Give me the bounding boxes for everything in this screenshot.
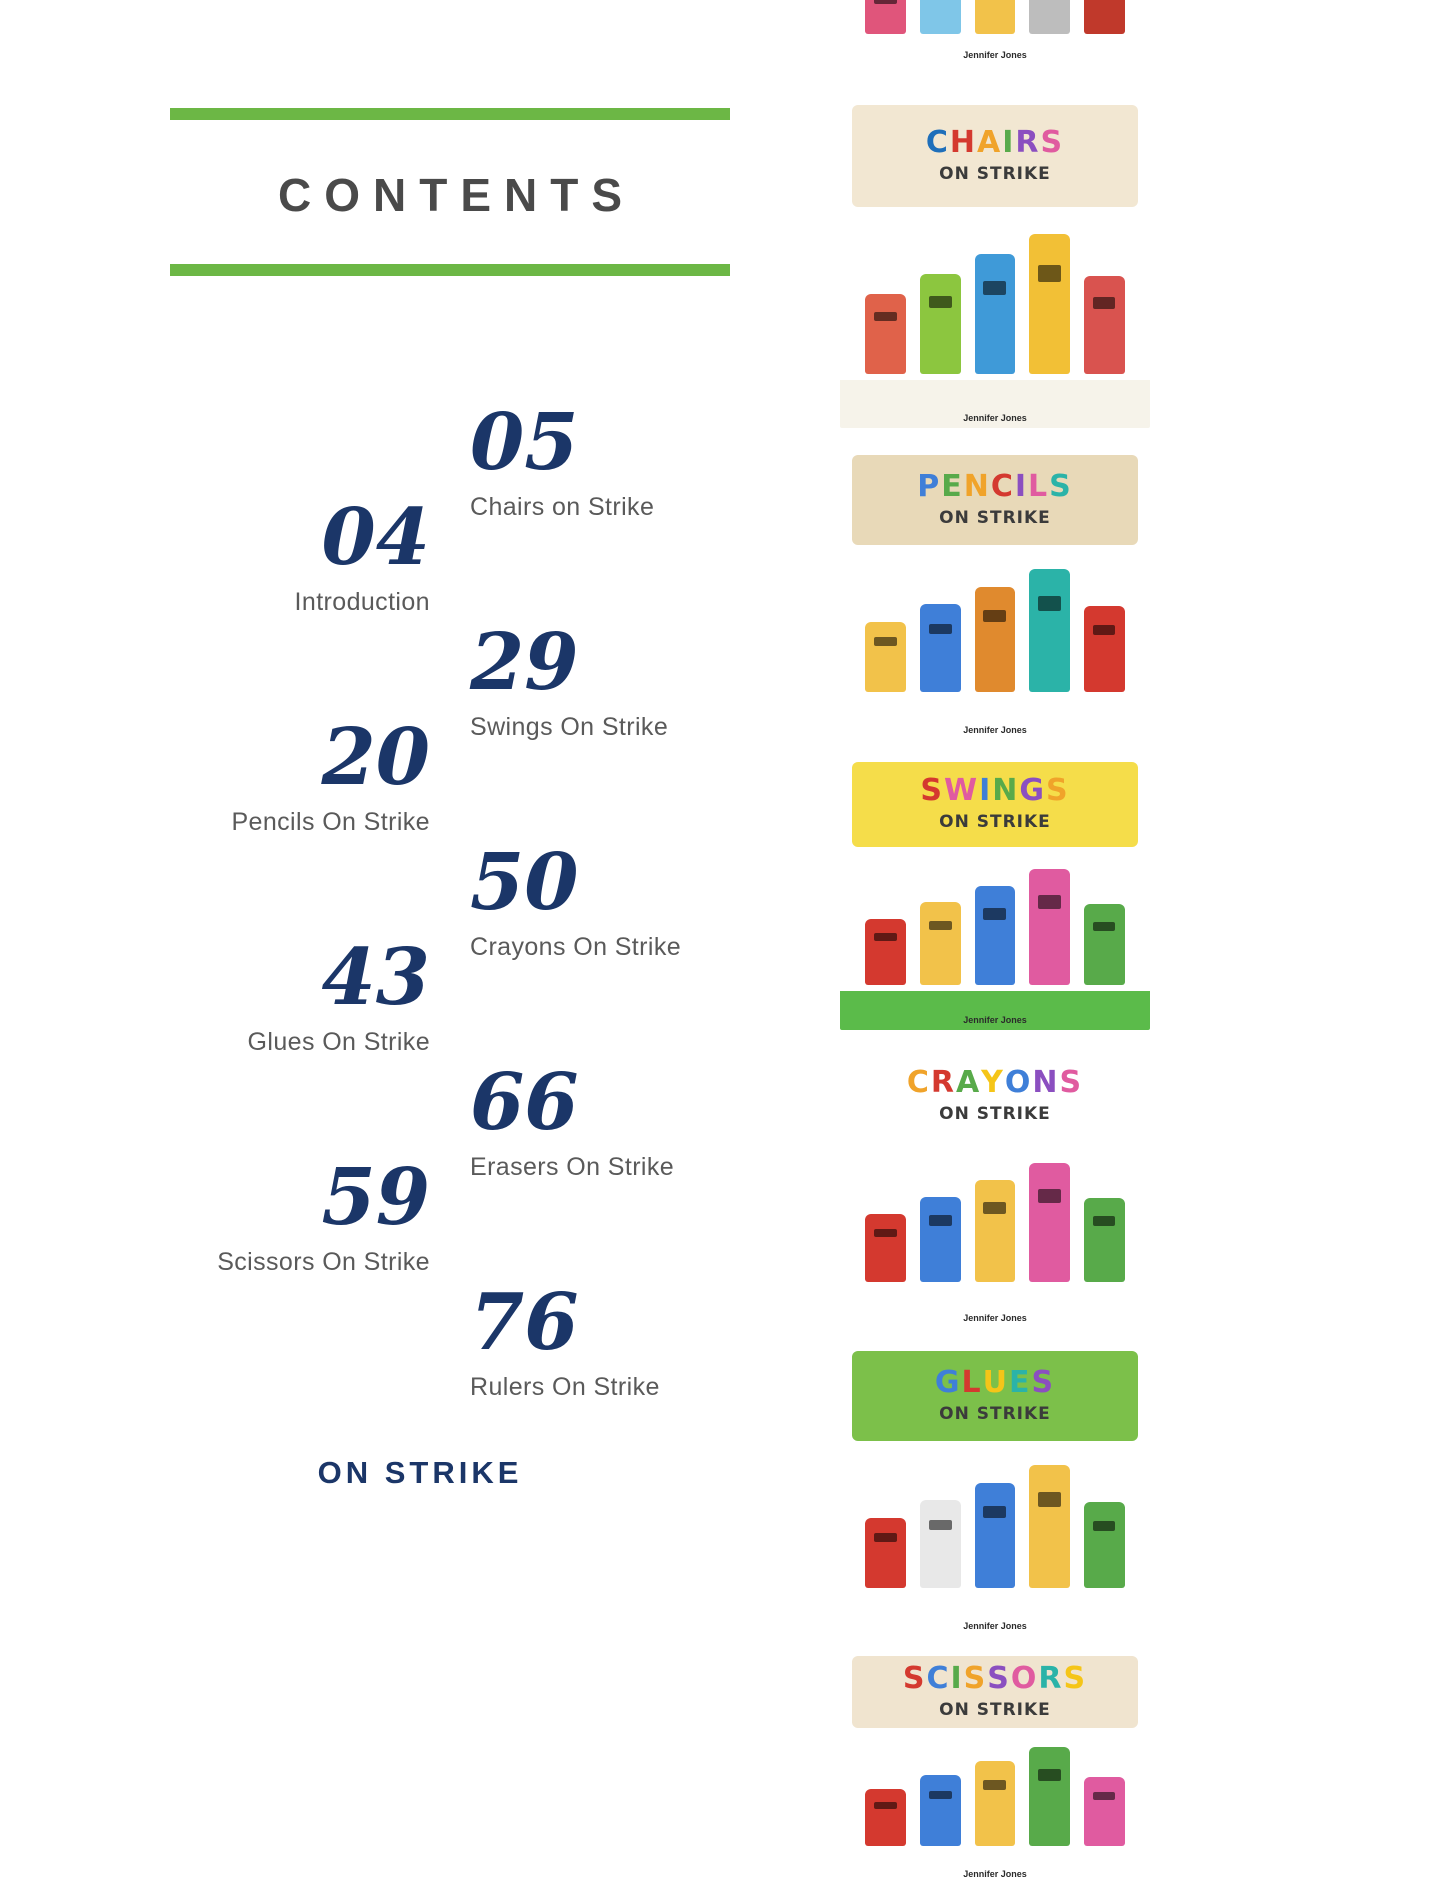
cover-subtitle: ON STRIKE <box>939 1104 1051 1124</box>
toc-entry-swings[interactable] <box>470 617 900 742</box>
cover-author: Jennifer Jones <box>963 1869 1027 1879</box>
book-cover-pencils <box>840 440 1150 740</box>
cover-author: Jennifer Jones <box>963 1015 1027 1025</box>
cover-character <box>865 1518 906 1588</box>
cover-character <box>865 1789 906 1845</box>
book-cover-chairs <box>840 88 1150 428</box>
cover-character <box>1029 0 1070 34</box>
toc-page-number: 66 <box>470 1057 579 1148</box>
toc-entry-label: Erasers On Strike <box>470 1153 675 1182</box>
book-cover-scissors <box>840 1644 1150 1884</box>
cover-title: CHAIRS <box>925 125 1065 160</box>
cover-characters <box>859 221 1132 374</box>
cover-banner <box>852 105 1137 207</box>
page-title: CONTENTS <box>278 169 635 221</box>
cover-character <box>975 254 1016 373</box>
toc-entry-label: Crayons On Strike <box>470 933 682 962</box>
cover-characters <box>859 1151 1132 1282</box>
toc-page-number: 05 <box>470 397 579 488</box>
cover-banner <box>852 455 1137 545</box>
toc-entry-crayons[interactable] <box>470 837 900 962</box>
toc-entry-erasers[interactable] <box>470 1057 900 1182</box>
cover-character <box>1084 1777 1125 1846</box>
footer-brand: ON STRIKE <box>317 1455 523 1490</box>
cover-title: SCISSORS <box>902 1661 1088 1696</box>
cover-character <box>920 274 961 373</box>
cover-title: SWINGS <box>920 773 1070 809</box>
cover-subtitle: ON STRIKE <box>939 1700 1051 1720</box>
cover-character <box>920 1775 961 1845</box>
cover-character <box>975 1483 1016 1588</box>
cover-character <box>1029 1465 1070 1588</box>
cover-characters <box>859 1453 1132 1588</box>
cover-character <box>975 587 1016 692</box>
cover-character <box>865 0 906 34</box>
toc-entry-introduction[interactable] <box>0 492 430 617</box>
toc-entry-scissors[interactable] <box>0 1152 430 1277</box>
toc-entry-glues[interactable] <box>0 932 430 1057</box>
cover-character <box>975 886 1016 985</box>
cover-character <box>975 1761 1016 1845</box>
cover-author: Jennifer Jones <box>963 1313 1027 1323</box>
toc-page-number: 20 <box>321 712 430 803</box>
cover-character <box>1084 1198 1125 1282</box>
cover-subtitle: ON STRIKE <box>939 1404 1051 1424</box>
book-cover-swings <box>840 748 1150 1030</box>
cover-characters <box>859 858 1132 985</box>
cover-title: CRAYONS <box>906 1065 1084 1100</box>
toc-entry-label: Swings On Strike <box>470 713 669 742</box>
cover-character <box>865 294 906 374</box>
book-cover-glues <box>840 1336 1150 1636</box>
toc-entry-label: Pencils On Strike <box>231 808 430 837</box>
contents-header <box>170 108 730 276</box>
cover-character <box>1084 606 1125 692</box>
cover-characters <box>859 1738 1132 1846</box>
toc-entry-pencils[interactable] <box>0 712 430 837</box>
toc-page-number: 59 <box>321 1152 430 1243</box>
cover-subtitle: ON STRIKE <box>939 812 1051 833</box>
toc-page-number: 43 <box>321 932 430 1023</box>
toc-entry-label: Chairs on Strike <box>470 493 655 522</box>
book-cover-erasers <box>840 0 1150 65</box>
book-cover-crayons <box>840 1038 1150 1328</box>
toc-entry-label: Rulers On Strike <box>470 1373 660 1402</box>
cover-title: PENCILS <box>917 469 1073 504</box>
cover-character <box>1084 0 1125 34</box>
cover-character <box>920 902 961 984</box>
cover-character <box>1084 904 1125 985</box>
cover-character <box>865 1214 906 1282</box>
cover-author: Jennifer Jones <box>963 1621 1027 1631</box>
cover-character <box>1084 1502 1125 1588</box>
cover-character <box>920 1197 961 1282</box>
cover-character <box>975 0 1016 34</box>
toc-page-number: 50 <box>470 837 579 928</box>
cover-banner <box>852 1656 1137 1728</box>
toc-entry-rulers[interactable] <box>470 1277 900 1402</box>
cover-character <box>920 1500 961 1588</box>
cover-subtitle: ON STRIKE <box>939 508 1051 528</box>
cover-author: Jennifer Jones <box>963 50 1027 60</box>
cover-author: Jennifer Jones <box>963 413 1027 423</box>
toc-page-number: 04 <box>321 492 430 583</box>
cover-character <box>865 919 906 985</box>
cover-character <box>975 1180 1016 1282</box>
toc-page-number: 76 <box>470 1277 579 1368</box>
toc-page-number: 29 <box>470 617 579 708</box>
cover-character <box>920 0 961 34</box>
cover-character <box>1029 1163 1070 1282</box>
toc-entry-chairs[interactable] <box>470 397 900 522</box>
cover-character <box>1084 276 1125 374</box>
cover-character <box>1029 1747 1070 1845</box>
cover-banner <box>852 762 1137 847</box>
toc-entry-label: Introduction <box>294 588 430 617</box>
cover-banner <box>852 1053 1137 1140</box>
book-cover-gallery <box>840 0 1445 1879</box>
cover-characters <box>859 557 1132 692</box>
cover-character <box>1029 234 1070 373</box>
cover-subtitle: ON STRIKE <box>939 164 1051 184</box>
header-rule-top <box>170 108 730 120</box>
cover-character <box>1029 869 1070 984</box>
toc-entry-label: Glues On Strike <box>247 1028 430 1057</box>
header-rule-bottom <box>170 264 730 276</box>
cover-author: Jennifer Jones <box>963 725 1027 735</box>
cover-character <box>1029 569 1070 692</box>
cover-character <box>920 604 961 692</box>
cover-title: GLUES <box>934 1365 1056 1400</box>
cover-characters <box>859 0 1132 34</box>
toc-entry-label: Scissors On Strike <box>217 1248 430 1277</box>
cover-character <box>865 622 906 692</box>
cover-banner <box>852 1351 1137 1441</box>
